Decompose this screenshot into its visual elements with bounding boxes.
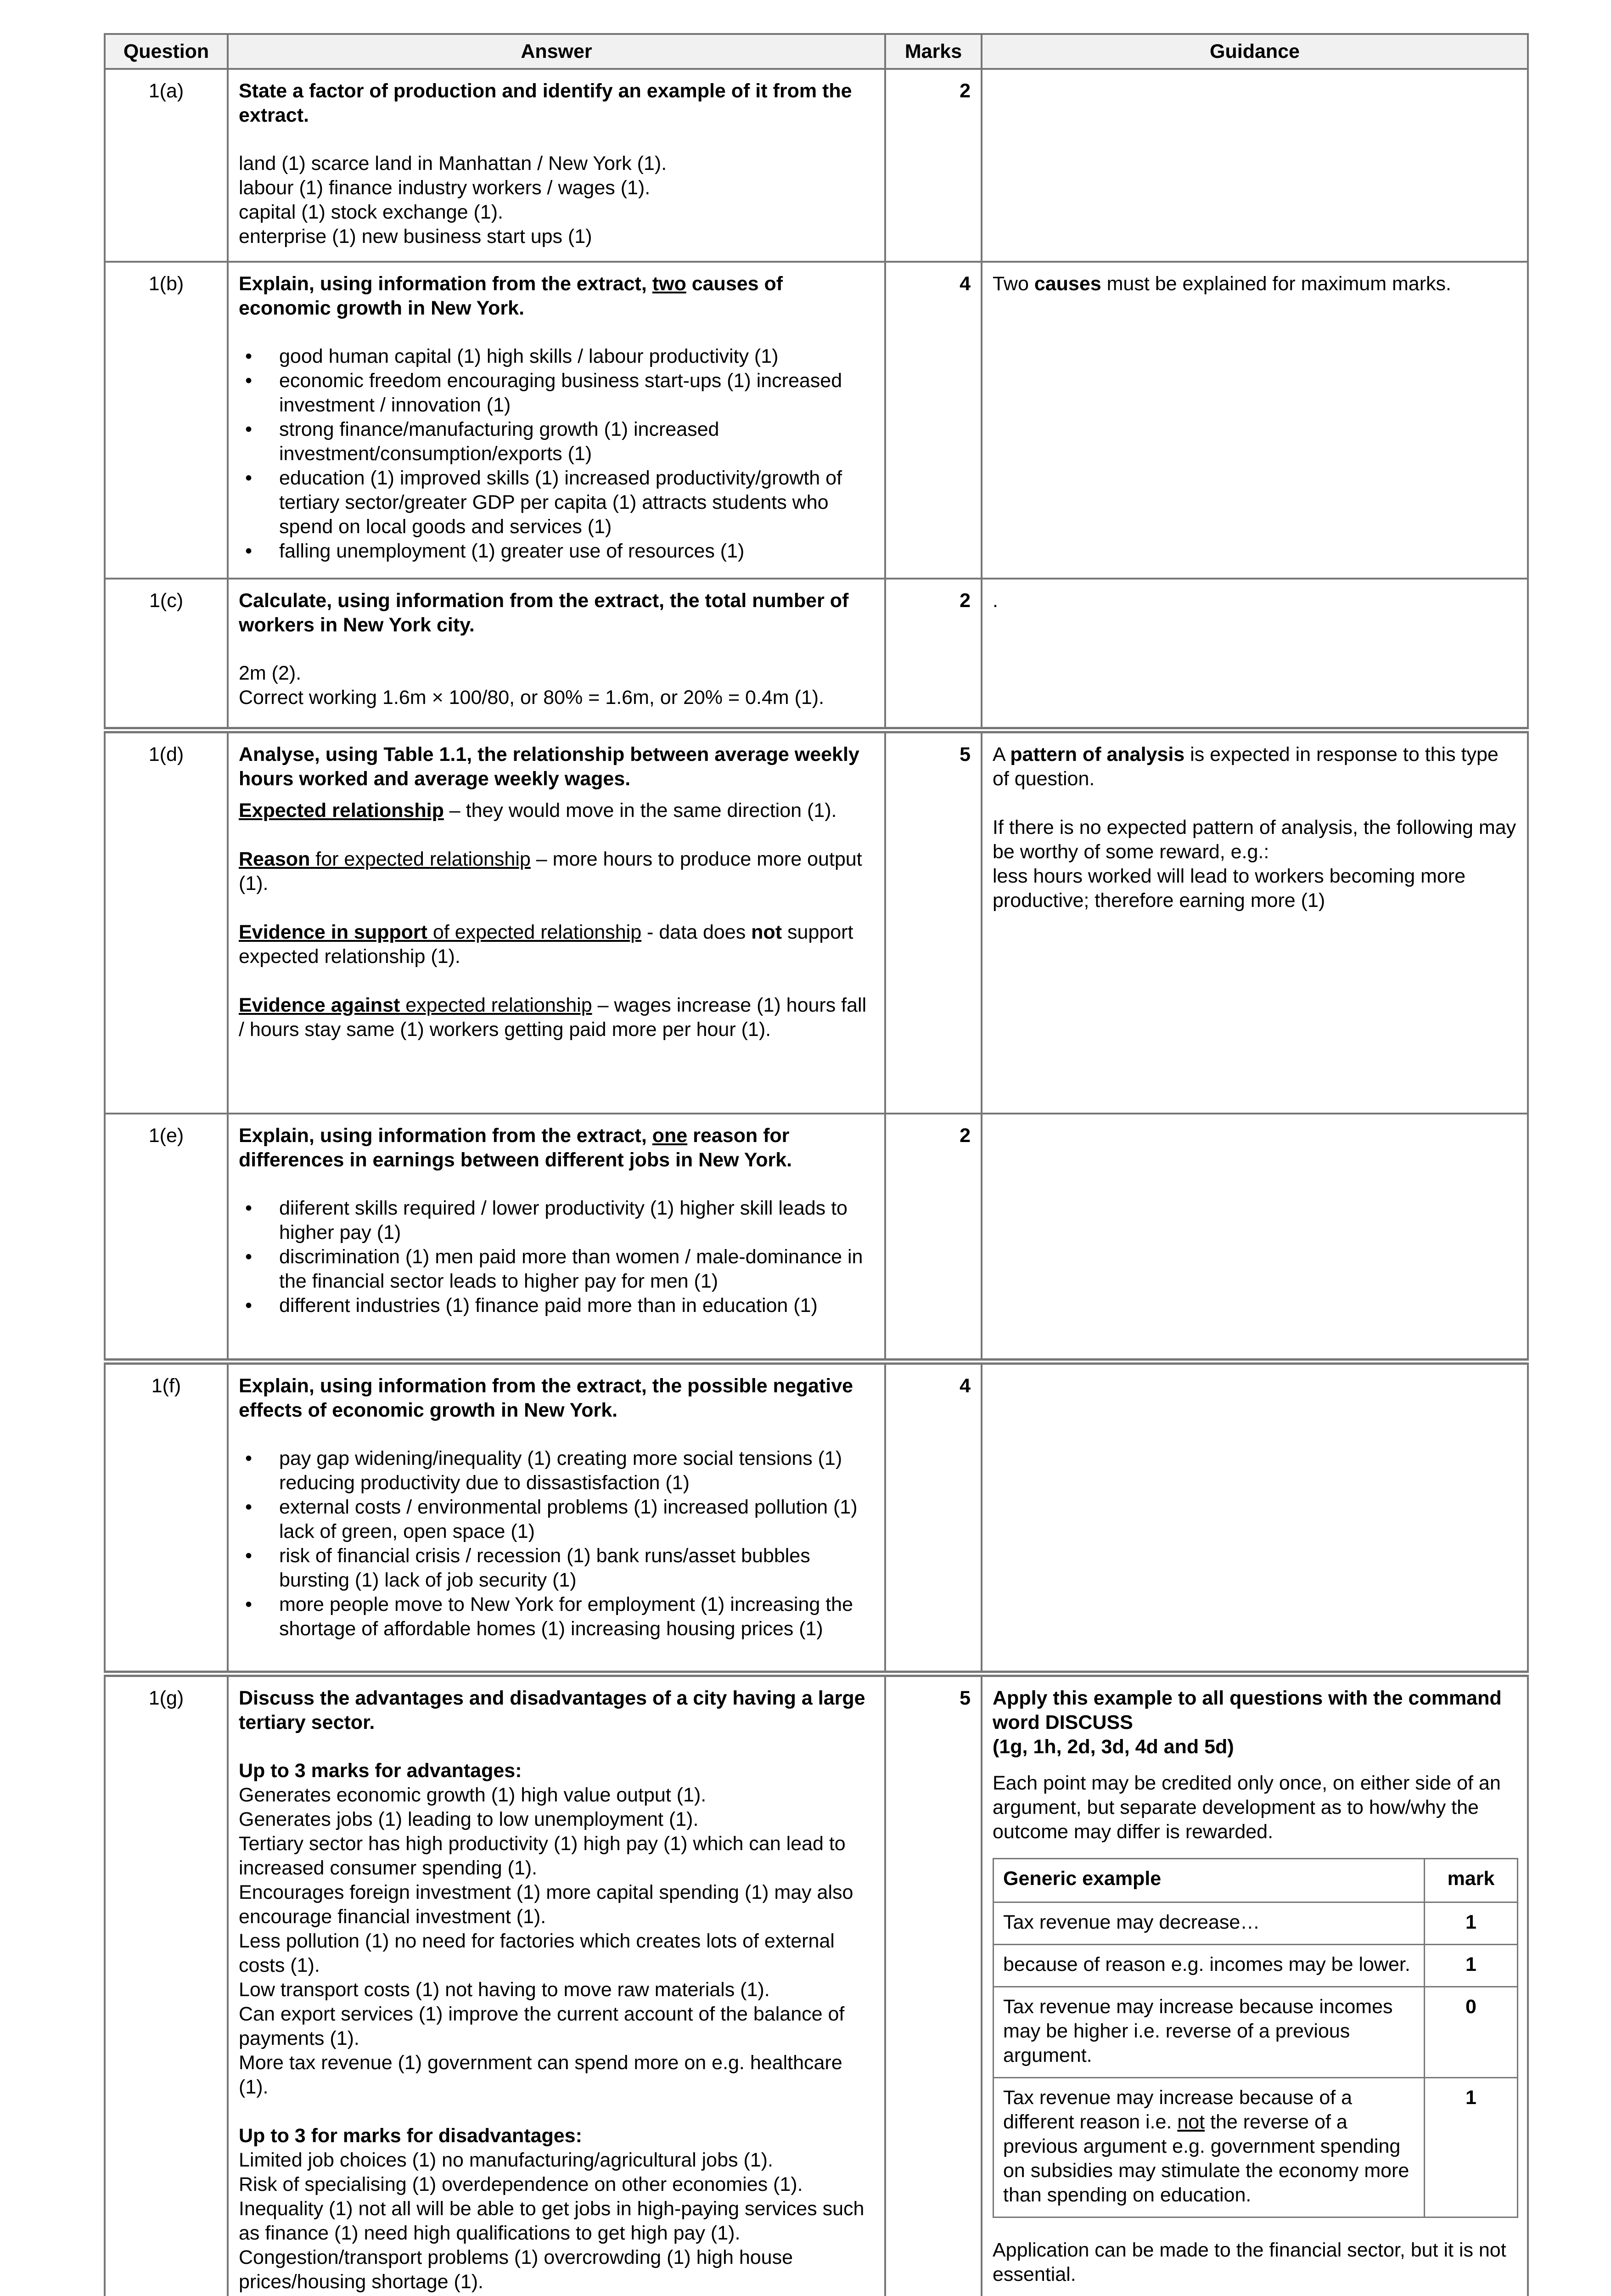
answer-cell (228, 262, 885, 579)
generic-example-text: because of reason e.g. incomes may be lower. (994, 1945, 1425, 1987)
generic-mark: 1 (1425, 2078, 1518, 2217)
question-text-part: causes of economic growth in New York. (239, 273, 783, 319)
guidance-cell (982, 1674, 1528, 2296)
answer-text: - data does (641, 921, 752, 943)
header-question: Question (105, 34, 228, 69)
generic-example-heading: Generic example (994, 1859, 1425, 1902)
marks-value: 5 (885, 730, 982, 1114)
generic-text-part: Tax revenue may increase because of a different reason i.e. (1003, 2087, 1353, 2133)
generic-example-text: Tax revenue may increase because incomes may be higher i.e. reverse of a previous argument. (994, 1987, 1425, 2078)
answer-cell (228, 69, 885, 262)
guidance-paragraph: If there is no expected pattern of analysis, the following may be worthy of some reward, e.g.: (993, 816, 1516, 863)
row-1c (105, 579, 1528, 730)
answer-cell (228, 730, 885, 1114)
guidance-paragraph: Application can be made to the financial sector, but it is not essential. (993, 2239, 1506, 2285)
marks-value: 4 (885, 262, 982, 579)
answer-text: support expected relationship (1). (239, 921, 853, 968)
question-text: Analyse, using Table 1.1, the relationship between average weekly hours worked and average weekly wages. (239, 743, 859, 790)
answer-line: Low transport costs (1) not having to move raw materials (1). (239, 1979, 770, 2001)
question-text-part: reason for differences in earnings between different jobs in New York. (239, 1125, 792, 1171)
answer-line: capital (1) stock exchange (1). (239, 201, 503, 223)
guidance-paragraph: less hours worked will lead to workers becoming more productive; therefore earning more (1) (993, 865, 1466, 912)
question-emphasis: two (652, 273, 686, 295)
guidance-text: Two (993, 273, 1034, 295)
question-emphasis: one (652, 1125, 688, 1147)
bullet-item: • education (1) improved skills (1) increased productivity/growth of tertiary sector/greater GDP per capita (1) attracts students who spend on local goods and services (1) (239, 466, 874, 539)
generic-example-text (994, 2078, 1425, 2217)
answer-emphasis: not (751, 921, 782, 943)
answer-text: – wages increase (1) hours fall / hours stay same (1) workers getting paid more per hour (1). (239, 994, 867, 1041)
row-1d (105, 730, 1528, 1114)
answer-line: Inequality (1) not all will be able to get jobs in high-paying services such as finance (1) need high qualifications to get high pay (1). (239, 2198, 864, 2244)
question-text (239, 1124, 874, 1172)
answer-underline: expected relationship (400, 994, 592, 1016)
bullet-item: • falling unemployment (1) greater use of resources (1) (239, 539, 874, 563)
answer-line: labour (1) finance industry workers / wages (1). (239, 177, 651, 199)
question-number: 1(f) (105, 1362, 228, 1674)
question-text: Discuss the advantages and disadvantages of a city having a large tertiary sector. (239, 1687, 865, 1733)
answer-bullets (239, 1196, 874, 1318)
answer-line: Risk of specialising (1) overdependence on other economies (1). (239, 2173, 803, 2195)
bullet-item: • economic freedom encouraging business start-ups (1) increased investment / innovation (1) (239, 369, 874, 417)
marks-value: 2 (885, 69, 982, 262)
guidance-emphasis: pattern of analysis (1010, 743, 1185, 765)
answer-paragraph (239, 920, 874, 969)
answer-line: More tax revenue (1) government can spend more on e.g. healthcare (1). (239, 2052, 842, 2098)
guidance-paragraph (993, 743, 1517, 791)
mark-scheme-table (104, 33, 1529, 2296)
row-1g (105, 1674, 1528, 2296)
question-text-part: Explain, using information from the extract, (239, 1125, 652, 1147)
generic-example-text: Tax revenue may decrease… (994, 1902, 1425, 1945)
guidance-cell (982, 1362, 1528, 1674)
answer-cell (228, 1362, 885, 1674)
answer-line: Limited job choices (1) no manufacturing/agricultural jobs (1). (239, 2149, 773, 2171)
generic-row (994, 1902, 1518, 1945)
guidance-cell (982, 730, 1528, 1114)
answer-text: – they would move in the same direction (1). (443, 799, 837, 822)
question-number: 1(c) (105, 579, 228, 730)
answer-paragraph (239, 847, 874, 896)
generic-emphasis: not (1177, 2111, 1205, 2133)
answer-line: Less pollution (1) no need for factories which creates lots of external costs (1). (239, 1930, 835, 1976)
row-1a (105, 69, 1528, 262)
question-text: Calculate, using information from the extract, the total number of workers in New York city. (239, 590, 849, 636)
answer-cell (228, 579, 885, 730)
header-marks: Marks (885, 34, 982, 69)
answer-cell (228, 1114, 885, 1362)
marks-value: 2 (885, 1114, 982, 1362)
generic-text-part: the reverse of a previous argument e.g. government spending on subsidies may stimulate the economy more than spending on education. (1003, 2111, 1409, 2206)
answer-bullets (239, 344, 874, 563)
answer-heading: Evidence against (239, 994, 400, 1016)
generic-row (994, 2078, 1518, 2217)
question-text (239, 272, 874, 321)
answer-line: Generates jobs (1) leading to low unemployment (1). (239, 1808, 699, 1830)
answer-paragraph (239, 993, 874, 1042)
guidance-cell (982, 579, 1528, 730)
answer-heading: Expected relationship (239, 799, 444, 822)
marks-value: 5 (885, 1674, 982, 2296)
answer-heading: Reason (239, 848, 310, 870)
row-1b (105, 262, 1528, 579)
generic-example-table (993, 1858, 1518, 2218)
guidance-heading: (1g, 1h, 2d, 3d, 4d and 5d) (993, 1736, 1234, 1758)
answer-line: Tertiary sector has high productivity (1) high pay (1) which can lead to increased consumer spending (1). (239, 1833, 846, 1879)
question-number: 1(b) (105, 262, 228, 579)
bullet-item: • discrimination (1) men paid more than women / male-dominance in the financial sector leads to higher pay for men (1) (239, 1245, 874, 1294)
advantages-heading: Up to 3 marks for advantages: (239, 1760, 522, 1782)
guidance-paragraph: Each point may be credited only once, on either side of an argument, but separate development as to how/why the outcome may differ is rewarded. (993, 1772, 1501, 1843)
guidance-heading: Apply this example to all questions with the command word DISCUSS (993, 1687, 1502, 1733)
disadvantages-heading: Up to 3 for marks for disadvantages: (239, 2125, 582, 2147)
row-1f (105, 1362, 1528, 1674)
answer-line: 2m (2). (239, 662, 302, 684)
bullet-item: • different industries (1) finance paid more than in education (1) (239, 1294, 874, 1318)
generic-mark-heading: mark (1425, 1859, 1518, 1902)
generic-header-row (994, 1859, 1518, 1902)
guidance-emphasis: causes (1034, 273, 1101, 295)
answer-bullets (239, 1446, 874, 1641)
row-1e (105, 1114, 1528, 1362)
generic-mark: 1 (1425, 1902, 1518, 1945)
question-number: 1(g) (105, 1674, 228, 2296)
header-row (105, 34, 1528, 69)
answer-heading: Evidence in support (239, 921, 427, 943)
question-number: 1(a) (105, 69, 228, 262)
answer-line: Congestion/transport problems (1) overcrowding (1) high house prices/housing shortage (1). (239, 2246, 793, 2293)
guidance-cell (982, 262, 1528, 579)
guidance-text: must be explained for maximum marks. (1101, 273, 1451, 295)
question-text: State a factor of production and identify an example of it from the extract. (239, 80, 852, 126)
bullet-item: • good human capital (1) high skills / labour productivity (1) (239, 344, 874, 369)
question-number: 1(e) (105, 1114, 228, 1362)
answer-underline: for expected relationship (310, 848, 531, 870)
bullet-item: • diiferent skills required / lower productivity (1) higher skill leads to higher pay (1) (239, 1196, 874, 1245)
generic-mark: 0 (1425, 1987, 1518, 2078)
question-text: Explain, using information from the extract, the possible negative effects of economic growth in New York. (239, 1375, 853, 1421)
header-guidance: Guidance (982, 34, 1528, 69)
bullet-item: • external costs / environmental problems (1) increased pollution (1) lack of green, open space (1) (239, 1495, 874, 1544)
guidance-text: . (993, 590, 998, 612)
answer-paragraph (239, 799, 874, 823)
answer-cell (228, 1674, 885, 2296)
bullet-item: • strong finance/manufacturing growth (1) increased investment/consumption/exports (1) (239, 417, 874, 466)
guidance-cell (982, 1114, 1528, 1362)
answer-line: land (1) scarce land in Manhattan / New York (1). (239, 152, 667, 174)
guidance-text: A (993, 743, 1010, 765)
answer-line: Generates economic growth (1) high value output (1). (239, 1784, 707, 1806)
generic-mark: 1 (1425, 1945, 1518, 1987)
bullet-item: • pay gap widening/inequality (1) creating more social tensions (1) reducing productivity due to dissastisfaction (1) (239, 1446, 874, 1495)
generic-row (994, 1987, 1518, 2078)
answer-line: enterprise (1) new business start ups (1) (239, 225, 592, 248)
answer-underline: of expected relationship (427, 921, 642, 943)
answer-text: – more hours to produce more output (1). (239, 848, 862, 895)
answer-line: Can export services (1) improve the current account of the balance of payments (1). (239, 2003, 845, 2049)
answer-line: Encourages foreign investment (1) more capital spending (1) may also encourage financial investment (1). (239, 1881, 853, 1928)
marks-value: 4 (885, 1362, 982, 1674)
bullet-item: • risk of financial crisis / recession (1) bank runs/asset bubbles bursting (1) lack of job security (1) (239, 1544, 874, 1593)
answer-line: Correct working 1.6m × 100/80, or 80% = 1.6m, or 20% = 0.4m (1). (239, 687, 825, 709)
guidance-text: is expected in response to this type of question. (993, 743, 1499, 790)
question-text-part: Explain, using information from the extract, (239, 273, 652, 295)
question-number: 1(d) (105, 730, 228, 1114)
header-answer: Answer (228, 34, 885, 69)
generic-row (994, 1945, 1518, 1987)
bullet-item: • more people move to New York for employment (1) increasing the shortage of affordable homes (1) increasing housing prices (1) (239, 1593, 874, 1641)
guidance-cell (982, 69, 1528, 262)
marks-value: 2 (885, 579, 982, 730)
